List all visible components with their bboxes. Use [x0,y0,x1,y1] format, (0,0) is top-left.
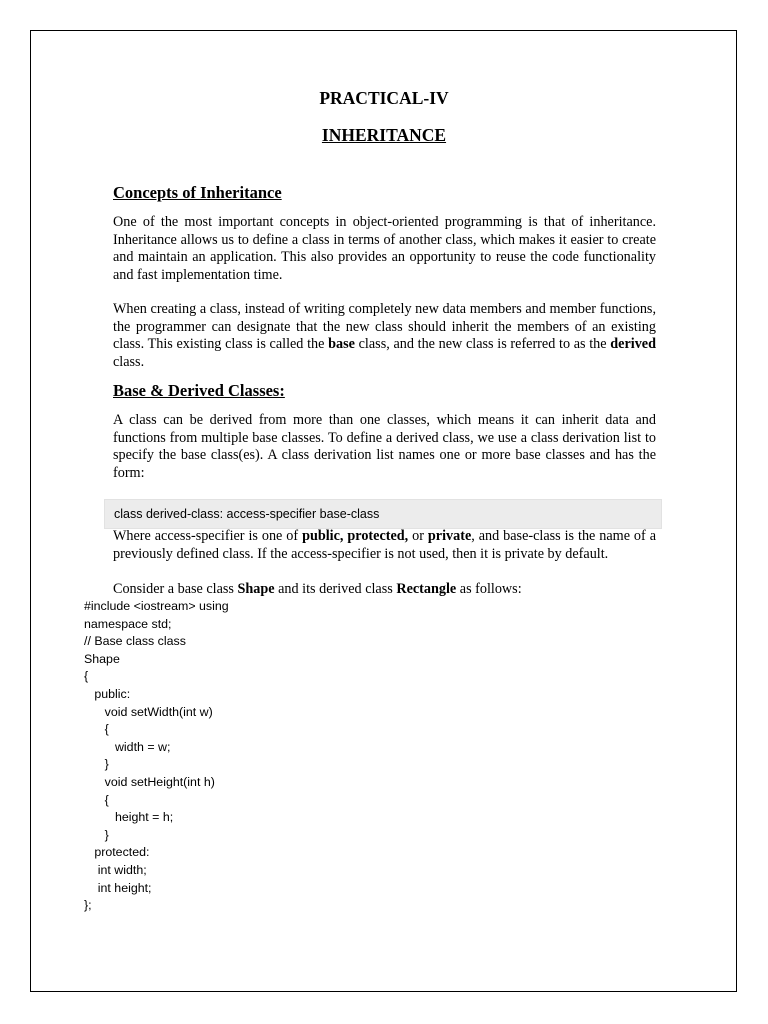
code-line: namespace std; [84,616,172,631]
code-line: int height; [84,880,152,895]
practical-title: PRACTICAL-IV [319,88,449,108]
concepts-paragraph-2: When creating a class, instead of writing completely new data members and member functions, the programmer can designate that the new class should inherit the members of an existing class. This existing class is called the base class, and the new class is referred to as the derived class. [113,301,656,371]
term-rectangle: Rectangle [396,581,457,597]
concepts-paragraph-1: One of the most important concepts in object-oriented programming is that of inheritance. Inheritance allows us to define a class in terms of another class, which makes it easier to create and maintain an application. This also provides an opportunity to reuse the code functionality and fast implementation time. [113,214,656,284]
private-keyword: private [427,528,472,544]
code-listing [84,598,229,915]
syntax-box: class derived-class: access-specifier base-class [104,499,662,529]
code-line: } [84,827,109,842]
code-line: width = w; [84,739,171,754]
access-keywords: public, protected, [302,528,409,544]
code-line: void setWidth(int w) [84,704,213,719]
code-line: } [84,757,109,772]
shape-intro-paragraph: Consider a base class Shape and its derived class Rectangle as follows: [113,581,522,597]
code-line: public: [84,686,131,701]
term-base: base [328,336,355,353]
code-line: { [84,669,89,684]
code-line: void setHeight(int h) [84,774,215,789]
code-line: int width; [84,862,147,877]
code-line: protected: [84,845,150,860]
base-derived-paragraph-1: A class can be derived from more than one classes, which means it can inherit data and functions from multiple base classes. To define a derived class, we use a class derivation list to specify the base class(es). A class derivation list names one or more base classes and has the form: [113,412,656,482]
topic-title: INHERITANCE [321,125,447,145]
code-line: #include <iostream> using [84,599,229,613]
base-derived-heading: Base & Derived Classes: [113,381,285,400]
code-line: // Base class class [84,634,186,649]
code-line: Shape [84,651,120,666]
code-line: { [84,722,109,737]
access-specifier-paragraph: Where access-specifier is one of public, protected, or private, and base-class is the name of a previously defined class. If the access-specifier is not used, then it is private by default. [113,528,656,562]
code-line: }; [84,898,92,913]
term-derived: derived [610,336,656,353]
code-line: { [84,792,109,807]
term-shape: Shape [237,581,275,597]
concepts-heading: Concepts of Inheritance [113,183,282,202]
code-line: height = h; [84,810,174,825]
